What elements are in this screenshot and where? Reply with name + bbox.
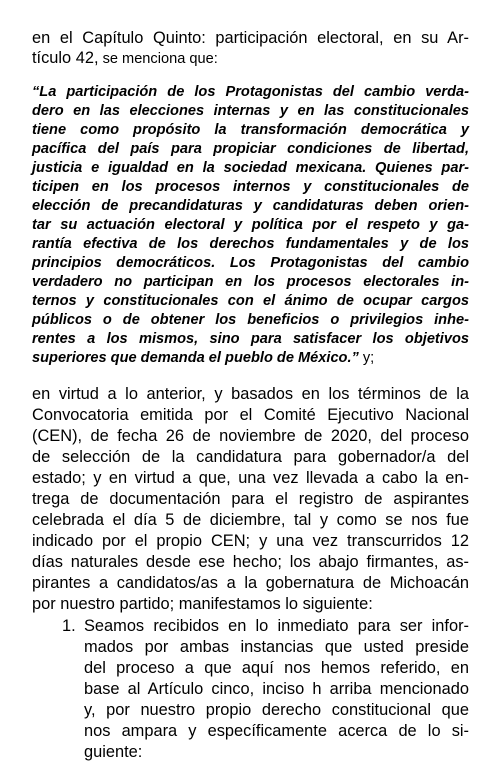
quote-line: superiores que demanda el pueblo de México.”	[32, 350, 359, 366]
list-item-line: mados por ambas instancias que usted preside	[84, 638, 469, 656]
quote-line: rentes a los mismos, sino para satisfacer los objetivos	[32, 331, 469, 347]
body-line: por nuestro partido; manifestamos lo siguiente:	[32, 595, 373, 613]
body-line: (CEN), de fecha 26 de noviembre de 2020, del proceso	[32, 427, 469, 445]
quote-line: ticipen en los procesos internos y constitucionales de	[32, 179, 469, 195]
body-line: Convocatoria emitida por el Comité Ejecutivo Nacional	[32, 406, 469, 424]
intro-line-2-text: tículo 42,	[32, 49, 99, 67]
intro-line-2	[32, 48, 469, 69]
body-line: indicado por el propio CEN; y una vez transcurridos 12	[32, 532, 469, 550]
quote-last-line	[32, 349, 469, 368]
body-line: días naturales desde ese hecho; los abajo firmantes, as-	[32, 553, 469, 571]
quote-line: tar su actuación electoral y política por el respeto y ga-	[32, 217, 469, 233]
quote-line: pacífica del país para propiciar condiciones de libertad,	[32, 141, 469, 157]
quote-line: ternos y constitucionales con el ánimo de ocupar cargos	[32, 293, 469, 309]
quote-line: “La participación de los Protagonistas del cambio verda-	[32, 84, 469, 100]
quote-line: verdadero no participan en los procesos electorales in-	[32, 274, 469, 290]
body-line: en virtud a lo anterior, y basados en los términos de la	[32, 385, 469, 403]
quote-line: justicia e igualdad en la sociedad mexicana. Quienes par-	[32, 160, 469, 176]
body-line: de selección de la candidatura para gobernador/a del	[32, 448, 469, 466]
list-item-line: base al Artículo cinco, inciso h arriba mencionado	[84, 680, 469, 698]
intro-small-tail: se menciona que:	[98, 51, 218, 67]
quote-line: rantía efectiva de los derechos fundamentales y de los	[32, 236, 469, 252]
list-item-line: nos ampara y específicamente acerca de lo si-	[84, 722, 469, 740]
list-item-line: guiente:	[84, 743, 143, 761]
list-item-line: del proceso a que aquí nos hemos referido, en	[84, 659, 469, 677]
quote-line: dero en las elecciones internas y en las constitucionales	[32, 103, 469, 119]
intro-line-1: en el Capítulo Quinto: participación electoral, en su Ar-	[32, 29, 469, 47]
list-item-number: 1.	[62, 617, 76, 635]
quote-line: elección de precandidaturas y candidaturas deben orien-	[32, 198, 469, 214]
body-line: trega de documentación para el registro de aspirantes	[32, 490, 469, 508]
quote-tail: y;	[358, 350, 375, 366]
quote-line: públicos o de obtener los beneficios o privilegios inhe-	[32, 312, 469, 328]
body-line: estado; y en virtud a que, una vez llevada a cabo la en-	[32, 469, 469, 487]
body-line: pirantes a candidatos/as a la gobernatura de Michoacán	[32, 574, 469, 592]
body-line: celebrada el día 5 de diciembre, tal y como se nos fue	[32, 511, 469, 529]
list-item-line: y, por nuestro propio derecho constitucional que	[84, 701, 469, 719]
quote-line: tiene como propósito la transformación democrática y	[32, 122, 469, 138]
quote-line: principios democráticos. Los Protagonistas del cambio	[32, 255, 469, 271]
list-item-line: Seamos recibidos en lo inmediato para ser infor-	[84, 617, 469, 635]
